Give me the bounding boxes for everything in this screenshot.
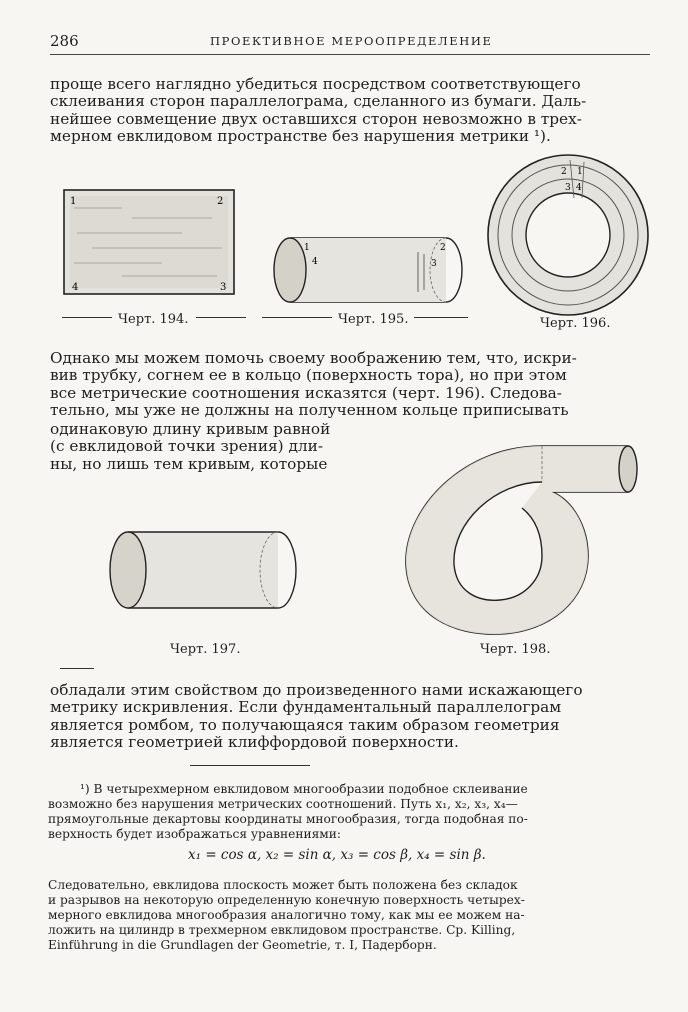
paragraph-3 [50, 421, 380, 473]
running-title: ПРОЕКТИВНОЕ МЕРООПРЕДЕЛЕНИЕ [210, 34, 493, 48]
fig195-label: 3 [431, 259, 437, 269]
paragraph-4 [50, 682, 650, 751]
footnote-line: Einführung in die Grundlagen der Geometrie, т. I, Падерборн. [48, 938, 437, 952]
header-rule [50, 54, 650, 55]
text-line: нейшее совмещение двух оставшихся сторон невозможно в трех- [50, 109, 582, 128]
figure-195-cylinder [268, 232, 468, 308]
footnote-line: верхность будет изображаться уравнениями: [48, 827, 341, 841]
caption-fig198: Черт. 198. [480, 642, 551, 657]
text-line: Однако мы можем помочь своему воображению тем, что, искри- [50, 349, 577, 367]
paragraph-mark [60, 668, 94, 669]
fig196-label: 4 [576, 183, 582, 193]
caption-rule [262, 317, 332, 318]
fig194-label: 3 [220, 282, 227, 293]
footnote-line: ¹) В четырехмерном евклидовом многообразии подобное склеивание [80, 782, 528, 796]
figure-196-torus [478, 150, 658, 320]
fig194-label: 1 [70, 196, 77, 207]
footnote-line: прямоугольные декартовы координаты многообразия, тогда подобная по- [48, 812, 528, 826]
page-number: 286 [50, 32, 79, 50]
fig196-label: 1 [577, 167, 583, 177]
text-line: (с евклидовой точки зрения) дли- [50, 437, 324, 456]
page-header [50, 32, 650, 52]
paragraph-1 [50, 76, 650, 145]
text-line: является ромбом, то получающаяся таким образом геометрия [50, 715, 560, 734]
caption-fig197: Черт. 197. [170, 642, 241, 657]
figure-198-bent-tube [392, 430, 662, 646]
footnote-formula: x₁ = cos α, x₂ = sin α, x₃ = cos β, x₄ = sin β. [188, 847, 486, 863]
footnote-line: мерного евклидова многообразия аналогично тому, как мы ее можем на- [48, 908, 525, 922]
text-line: склеивания сторон параллелограма, сделанного из бумаги. Даль- [50, 92, 587, 111]
caption-rule [62, 317, 112, 318]
fig196-label: 2 [561, 167, 567, 177]
fig195-label: 1 [304, 243, 310, 253]
text-line: вив трубку, согнем ее в кольцо (поверхность тора), но при этом [50, 366, 567, 385]
figure-197-cylinder [104, 524, 304, 616]
paragraph-2 [50, 350, 652, 419]
figure-194-parallelogram [62, 188, 242, 300]
caption-fig194: Черт. 194. [118, 312, 189, 327]
text-line: ны, но лишь тем кривым, которые [50, 454, 328, 473]
text-line: тельно, мы уже не должны на полученном кольце приписывать [50, 400, 569, 419]
footnote-line: ложить на цилиндр в трехмерном евклидовом пространстве. Ср. Killing, [48, 923, 516, 937]
text-line: является геометрией клиффордовой поверхности. [50, 732, 459, 751]
text-line: проще всего наглядно убедиться посредством соответствующего [50, 75, 581, 93]
footnote-line: Следовательно, евклидова плоскость может быть положена без складок [48, 878, 518, 892]
footnote-rule [190, 765, 310, 766]
footnote-line: возможно без нарушения метрических соотношений. Путь x₁, x₂, x₃, x₄— [48, 797, 518, 811]
fig195-label: 4 [312, 257, 318, 267]
fig194-label: 4 [72, 282, 79, 293]
text-line: метрику искривления. Если фундаментальный параллелограм [50, 698, 562, 717]
footnote-continued [48, 878, 654, 953]
caption-rule [414, 317, 468, 318]
text-line: обладали этим свойством до произведенного нами искажающего [50, 681, 583, 699]
caption-fig196: Черт. 196. [540, 316, 611, 331]
text-line: все метрические соотношения исказятся (черт. 196). Следова- [50, 383, 562, 402]
footnote [48, 782, 654, 842]
text-line: мерном евклидовом пространстве без нарушения метрики ¹). [50, 126, 551, 145]
footnote-line: и разрывов на некоторую определенную конечную поверхность четырех- [48, 893, 525, 907]
fig194-label: 2 [217, 196, 224, 207]
caption-fig195: Черт. 195. [338, 312, 409, 327]
caption-rule [196, 317, 246, 318]
text-line: одинаковую длину кривым равной [50, 420, 331, 438]
fig195-label: 2 [440, 243, 446, 253]
fig196-label: 3 [565, 183, 571, 193]
